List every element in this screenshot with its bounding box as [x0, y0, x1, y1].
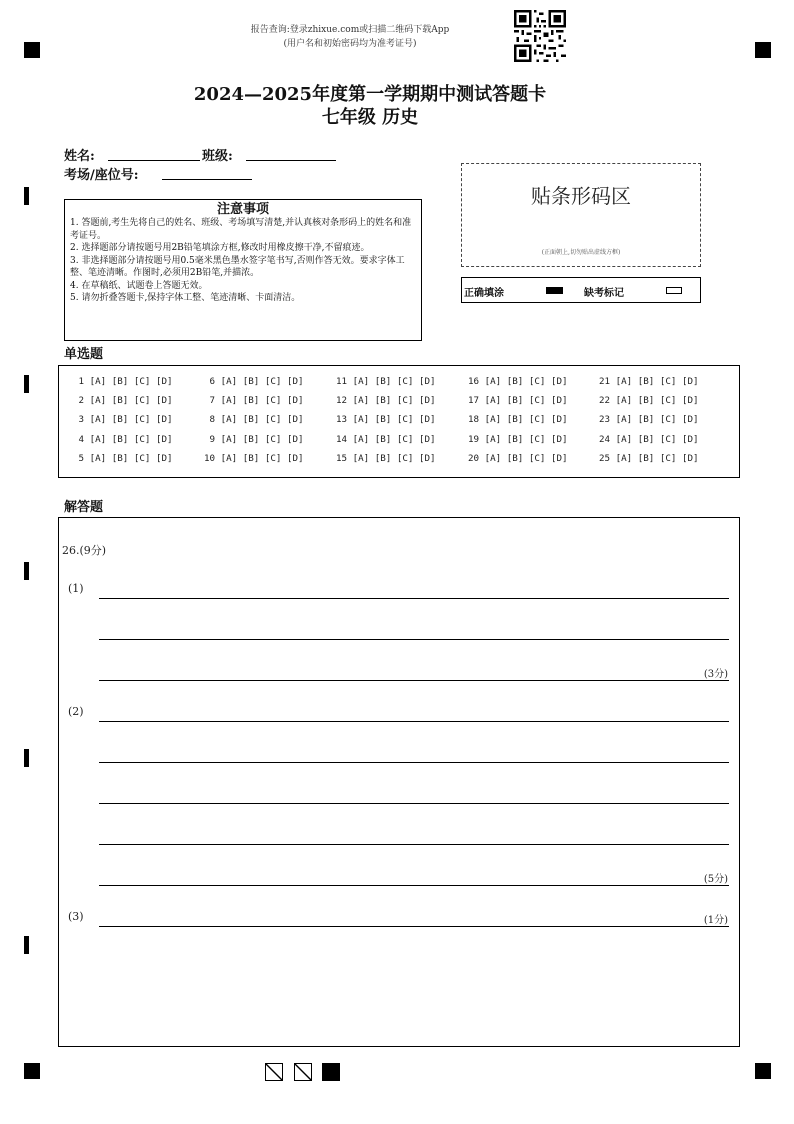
seat-label: 考场/座位号:	[64, 168, 139, 183]
barcode-subtitle: (正面朝上,切勿贴出虚线方框)	[541, 249, 621, 256]
answer-line[interactable]	[99, 680, 729, 681]
corner-mark-bottom-right	[755, 1063, 771, 1079]
mc-row[interactable]: 7 [A] [B] [C] [D]	[204, 395, 304, 407]
page-marker-empty-square	[294, 1063, 312, 1081]
class-field[interactable]	[246, 160, 336, 161]
part-2-label: (2)	[68, 705, 84, 718]
name-label: 姓名:	[64, 149, 95, 164]
mc-row[interactable]: 23 [A] [B] [C] [D]	[599, 414, 699, 426]
corner-mark-top-left	[24, 42, 40, 58]
mc-section-label: 单选题	[64, 347, 104, 362]
mc-row[interactable]: 6 [A] [B] [C] [D]	[204, 376, 304, 387]
mc-row[interactable]: 10 [A] [B] [C] [D]	[204, 452, 304, 464]
answer-line[interactable]	[99, 844, 729, 845]
mc-row[interactable]: 19 [A] [B] [C] [D]	[468, 433, 568, 445]
side-mark	[24, 375, 29, 393]
mc-row[interactable]: 11 [A] [B] [C] [D]	[336, 376, 436, 387]
absent-mark-checkbox[interactable]	[666, 287, 682, 294]
mc-row[interactable]: 21 [A] [B] [C] [D]	[599, 376, 699, 387]
mc-row[interactable]: 8 [A] [B] [C] [D]	[204, 414, 304, 426]
mc-row[interactable]: 18 [A] [B] [C] [D]	[468, 414, 568, 426]
answer-line[interactable]	[99, 721, 729, 722]
notice-box	[64, 199, 422, 341]
mc-row[interactable]: 12 [A] [B] [C] [D]	[336, 395, 436, 407]
mc-row[interactable]: 9 [A] [B] [C] [D]	[204, 433, 304, 445]
side-mark	[24, 187, 29, 205]
mc-row[interactable]: 24 [A] [B] [C] [D]	[599, 433, 699, 445]
correct-fill-label: 正确填涂	[464, 288, 504, 299]
answer-line[interactable]	[99, 885, 729, 886]
notice-item: 1. 答题前,考生先将自己的姓名、班级、考场填写清楚,并认真核对条形码上的姓名和准考证号。	[70, 218, 412, 241]
mc-row[interactable]: 5 [A] [B] [C] [D]	[73, 452, 173, 464]
seat-field[interactable]	[162, 179, 252, 180]
mc-column	[599, 376, 699, 472]
name-field[interactable]	[108, 160, 200, 161]
mc-row[interactable]: 15 [A] [B] [C] [D]	[336, 452, 436, 464]
notice-title: 注意事项	[216, 202, 269, 217]
page-marker-empty-square	[265, 1063, 283, 1081]
mc-row[interactable]: 16 [A] [B] [C] [D]	[468, 376, 568, 387]
mc-column	[336, 376, 436, 472]
corner-mark-top-right	[755, 42, 771, 58]
side-mark	[24, 936, 29, 954]
mc-row[interactable]: 1 [A] [B] [C] [D]	[73, 376, 173, 387]
mc-row[interactable]: 13 [A] [B] [C] [D]	[336, 414, 436, 426]
question-26-label: 26.(9分)	[62, 544, 107, 557]
answer-line[interactable]	[99, 639, 729, 640]
report-query-line2: (用户名和初始密码均为准考证号)	[283, 39, 417, 49]
part-3-score: (1分)	[703, 915, 728, 926]
page-marker-filled-square	[322, 1063, 340, 1081]
exam-title: 2024—2025年度第一学期期中测试答题卡	[193, 84, 547, 105]
answer-section-label: 解答题	[64, 500, 104, 515]
mc-answer-grid	[58, 365, 740, 478]
notice-item: 5. 请勿折叠答题卡,保持字体工整、笔迹清晰、卡面清洁。	[70, 293, 301, 303]
exam-subtitle: 七年级 历史	[321, 107, 419, 128]
mc-row[interactable]: 22 [A] [B] [C] [D]	[599, 395, 699, 407]
answer-line[interactable]	[99, 598, 729, 599]
mc-row[interactable]: 2 [A] [B] [C] [D]	[73, 395, 173, 407]
mc-column	[73, 376, 173, 472]
mc-column	[468, 376, 568, 472]
part-3-label: (3)	[68, 910, 84, 923]
mc-row[interactable]: 20 [A] [B] [C] [D]	[468, 452, 568, 464]
mc-row[interactable]: 25 [A] [B] [C] [D]	[599, 452, 699, 464]
side-mark	[24, 562, 29, 580]
mc-column	[204, 376, 304, 472]
fill-example	[461, 277, 701, 303]
part-1-label: (1)	[68, 582, 84, 595]
side-mark	[24, 749, 29, 767]
correct-fill-swatch	[546, 287, 563, 294]
report-query-line1: 报告查询:登录zhixue.com或扫描二维码下载App	[250, 25, 450, 35]
answer-line[interactable]	[99, 762, 729, 763]
notice-item: 3. 非选择题部分请按题号用0.5毫米黑色墨水签字笔书写,否则作答无效。要求字体工整、笔迹清晰。作图时,必须用2B铅笔,并描浓。	[70, 255, 405, 278]
corner-mark-bottom-left	[24, 1063, 40, 1079]
notice-item: 4. 在草稿纸、试题卷上答题无效。	[70, 280, 208, 291]
part-1-score: (3分)	[703, 669, 728, 680]
answer-area	[58, 517, 740, 1047]
mc-row[interactable]: 17 [A] [B] [C] [D]	[468, 395, 568, 407]
answer-line[interactable]	[99, 803, 729, 804]
absent-mark-label: 缺考标记	[584, 288, 624, 299]
barcode-area	[461, 163, 701, 267]
barcode-title: 贴条形码区	[531, 184, 631, 208]
report-query-note	[200, 23, 500, 51]
class-label: 班级:	[202, 149, 233, 164]
mc-row[interactable]: 14 [A] [B] [C] [D]	[336, 433, 436, 445]
part-2-score: (5分)	[703, 874, 728, 885]
answer-line[interactable]	[99, 926, 729, 927]
mc-row[interactable]: 3 [A] [B] [C] [D]	[73, 414, 173, 426]
mc-row[interactable]: 4 [A] [B] [C] [D]	[73, 433, 173, 445]
qr-code-icon	[514, 10, 566, 62]
notice-item: 2. 选择题部分请按题号用2B铅笔填涂方框,修改时用橡皮擦干净,不留痕迹。	[70, 243, 370, 253]
